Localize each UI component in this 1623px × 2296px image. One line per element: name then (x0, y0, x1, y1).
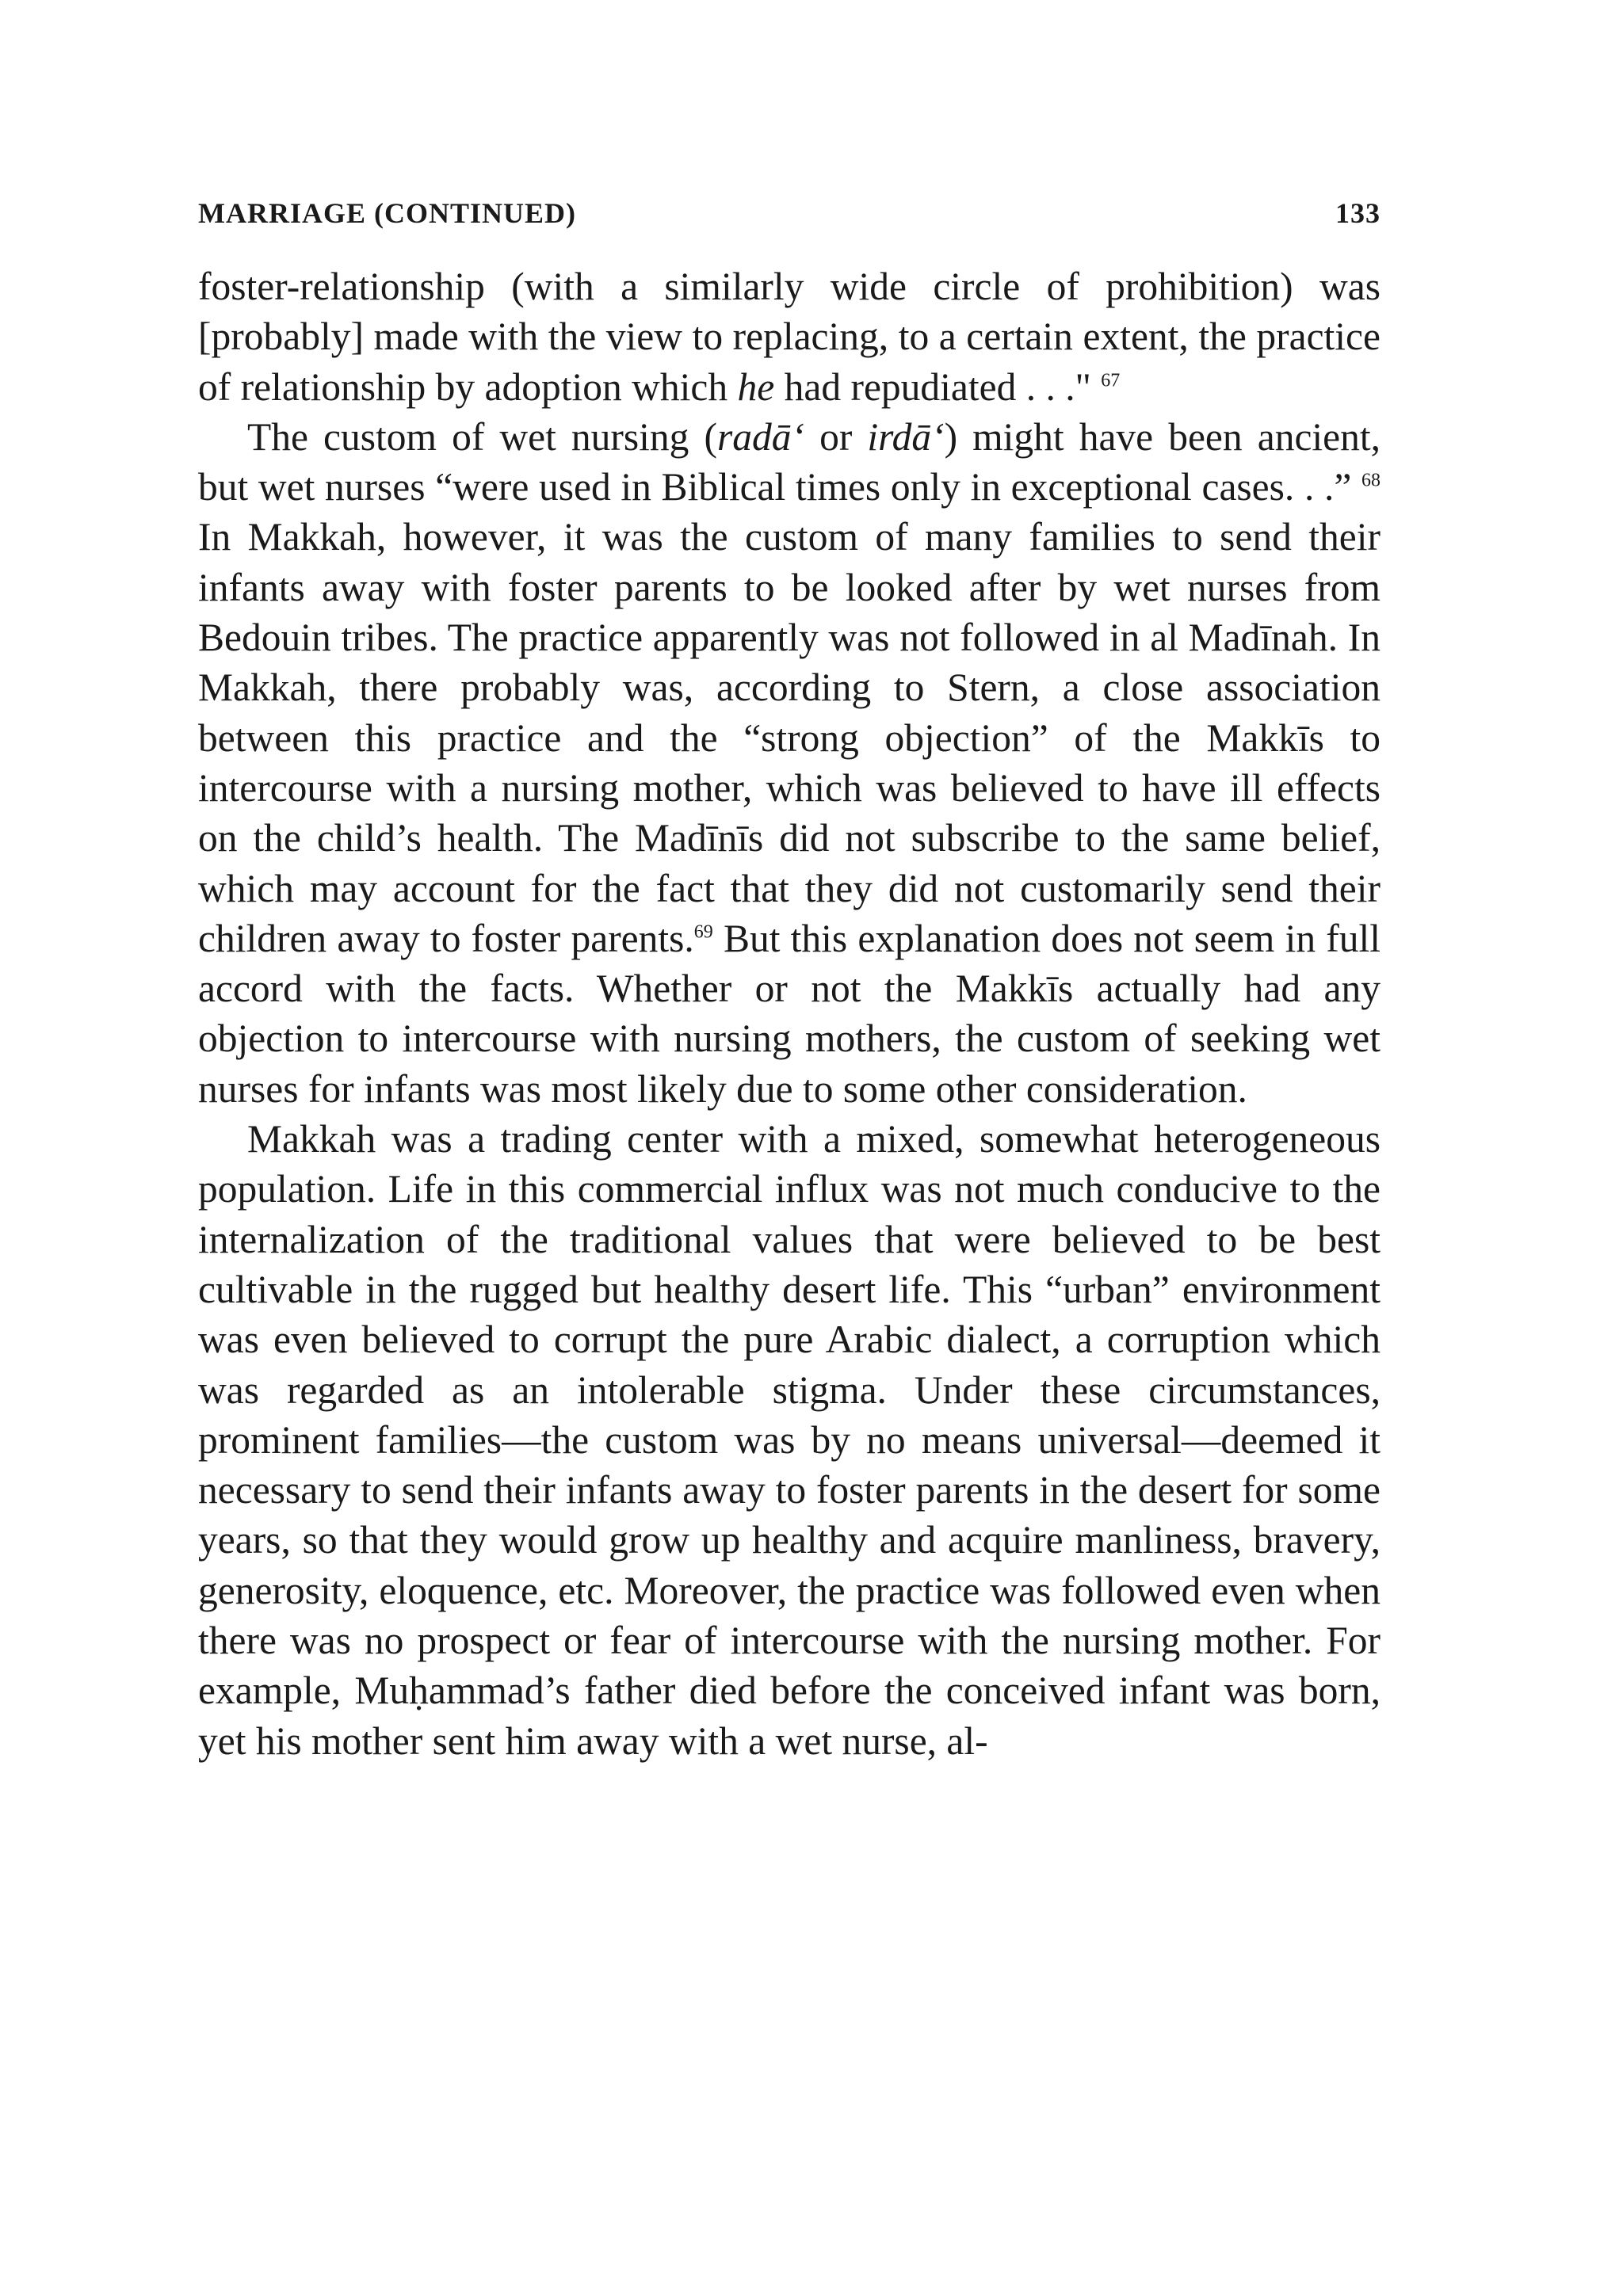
paragraph (198, 261, 1381, 412)
page-number: 133 (1335, 197, 1381, 229)
paragraph (198, 412, 1381, 1114)
text-run: In Makkah, however, it was the custom of many families to send their infants away with foster parents to be looked after by wet nurses from Bedouin tribes. The practice apparently was not followed in al Madīnah. In Makkah, there probably was, according to Stern, a close association between this practice and the “strong objection” of the Makkīs to intercourse with a nursing mother, which was believed to have ill effects on the child’s health. The Madīnīs did not subscribe to the same belief, which may account for the fact that they did not customarily send their children away to foster parents. (198, 515, 1381, 960)
paragraph (198, 1114, 1381, 1766)
text-run: The custom of wet nursing ( (247, 414, 717, 459)
text-run: had repudiated . . ." (774, 364, 1102, 409)
text-run: or (804, 414, 868, 459)
running-head (198, 196, 1381, 230)
italic-term: radā‘ (717, 414, 804, 459)
footnote-ref: 67 (1101, 370, 1121, 391)
running-title: MARRIAGE (CONTINUED) (198, 197, 576, 229)
text-run: But this explanation does not seem in full accord with the facts. Whether or not the Makkīs actually had any objection to intercourse with nursing mothers, the custom of seeking wet nurses for infants was most likely due to some other consideration. (198, 916, 1381, 1111)
body-text (198, 261, 1381, 1766)
italic-term: he (737, 364, 775, 409)
footnote-ref: 69 (693, 921, 713, 943)
text-run: Makkah was a trading center with a mixed, somewhat heterogeneous population. Life in this commercial influx was not much conducive to the internalization of the traditional values that were believed to be best cultivable in the rugged but healthy desert life. This “urban” environment was even believed to corrupt the pure Arabic dialect, a corruption which was regarded as an intolerable stigma. Under these circumstances, prominent families—the custom was by no means universal—deemed it necessary to send their infants away to foster parents in the desert for some years, so that they would grow up healthy and acquire manliness, bravery, generosity, eloquence, etc. Moreover, the practice was followed even when there was no prospect or fear of intercourse with the nursing mother. For example, Muḥammad’s father died before the conceived infant was born, yet his mother sent him away with a wet nurse, al- (198, 1117, 1381, 1763)
italic-term: irdā‘ (867, 414, 945, 459)
footnote-ref: 68 (1361, 470, 1381, 491)
book-page (198, 196, 1381, 1766)
text-run: foster-relationship (with a similarly wide circle of prohibition) was [probably] made with the view to replacing, to a certain extent, the practice of relationship by adoption which (198, 265, 1381, 409)
text-run: ) might have been ancient, but wet nurses “were used in Biblical times only in exceptional cases. . .” (198, 414, 1381, 509)
